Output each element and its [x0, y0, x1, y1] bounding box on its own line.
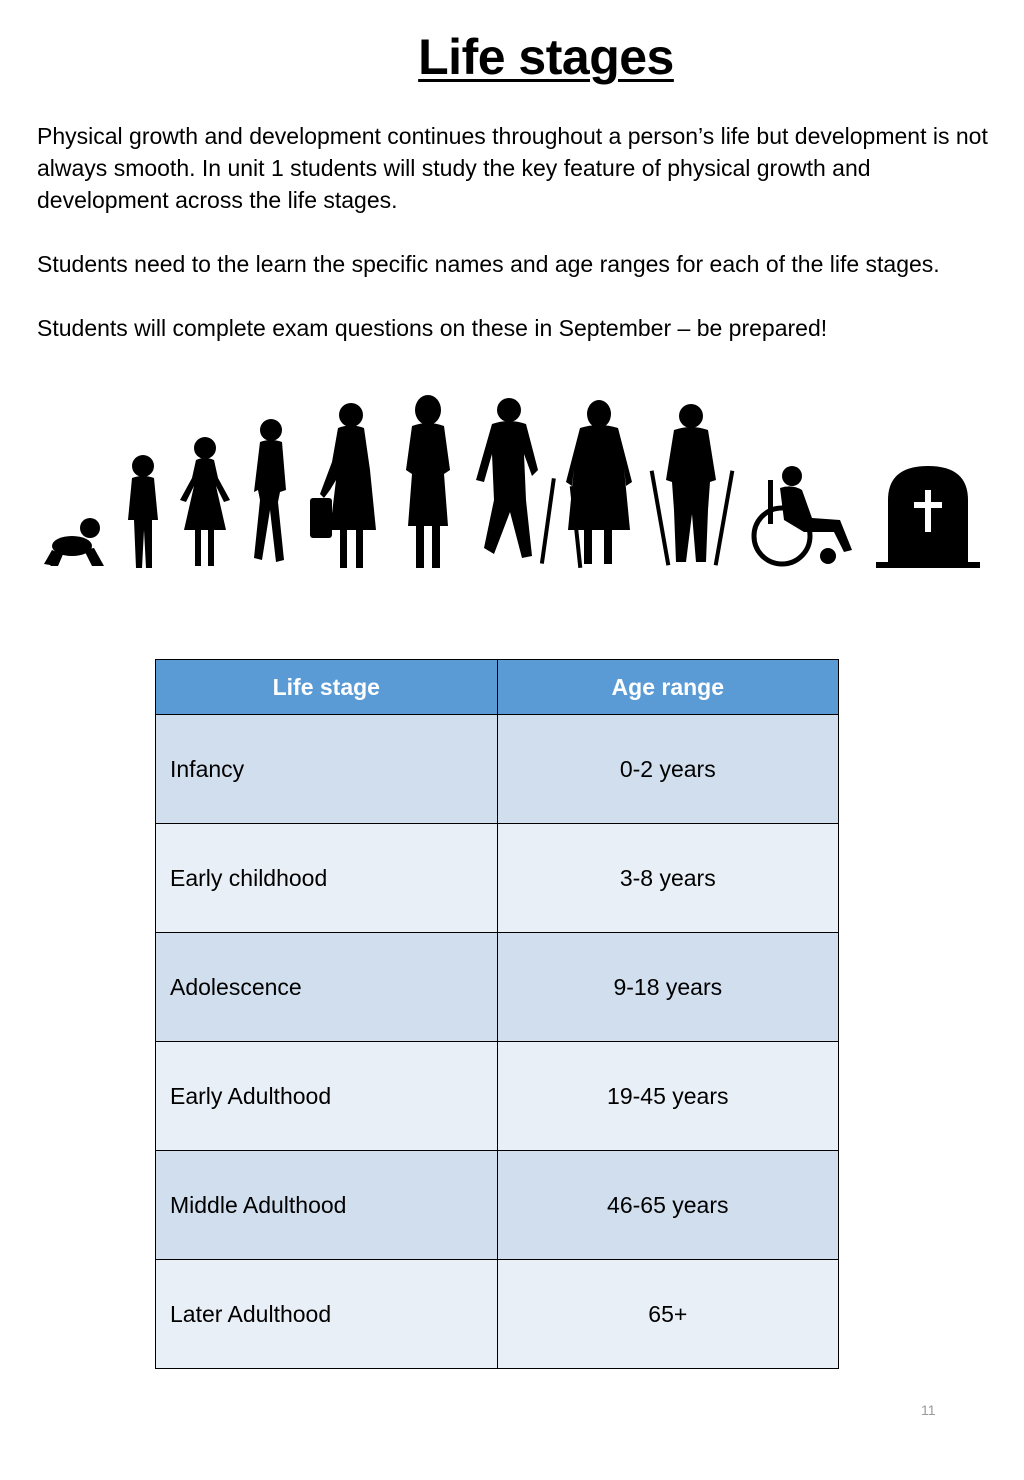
table-row: [156, 824, 839, 933]
intro-paragraph-1: Physical growth and development continues throughout a person’s life but development is not always smooth. In unit 1 students will study the key feature of physical growth and development across the life stages.: [37, 123, 988, 213]
intro-paragraph-3: Students will complete exam questions on these in September – be prepared!: [37, 315, 828, 341]
intro-paragraph-2: Students need to the learn the specific names and age ranges for each of the life stages.: [37, 251, 940, 277]
life-stage-cell: Early childhood: [156, 824, 498, 933]
adult-woman-silhouette: [406, 395, 450, 568]
baby-silhouette: [44, 518, 104, 566]
life-stages-silhouettes-illustration: [40, 390, 980, 575]
table-row: [156, 1042, 839, 1151]
intro-text: [37, 120, 997, 376]
life-stage-cell: Adolescence: [156, 933, 498, 1042]
table-header-row: [156, 660, 839, 715]
life-stage-cell: Infancy: [156, 715, 498, 824]
life-stage-cell: Later Adulthood: [156, 1260, 498, 1369]
table-row: [156, 1151, 839, 1260]
life-stage-cell: Middle Adulthood: [156, 1151, 498, 1260]
preteen-silhouette: [254, 419, 286, 562]
age-range-cell: 65+: [497, 1260, 838, 1369]
girl-silhouette: [180, 437, 230, 566]
teen-with-bag-silhouette: [310, 403, 376, 568]
page-title: Life stages: [418, 29, 674, 85]
age-range-cell: 9-18 years: [497, 933, 838, 1042]
age-range-cell: 3-8 years: [497, 824, 838, 933]
age-range-cell: 46-65 years: [497, 1151, 838, 1260]
table-row: [156, 933, 839, 1042]
header-life-stage: Life stage: [156, 660, 498, 715]
age-range-cell: 0-2 years: [497, 715, 838, 824]
elderly-man-silhouette: [650, 404, 735, 566]
older-woman-silhouette: [566, 400, 632, 568]
gravestone-icon: [876, 466, 980, 568]
life-stage-cell: Early Adulthood: [156, 1042, 498, 1151]
wheelchair-silhouette: [754, 466, 852, 564]
page-number: 11: [921, 1402, 936, 1418]
middle-adult-silhouette: [476, 398, 556, 564]
table-row: [156, 1260, 839, 1369]
table-row: [156, 715, 839, 824]
age-range-cell: 19-45 years: [497, 1042, 838, 1151]
life-stages-table: [155, 659, 839, 1369]
child-silhouette: [128, 455, 158, 568]
header-age-range: Age range: [497, 660, 838, 715]
